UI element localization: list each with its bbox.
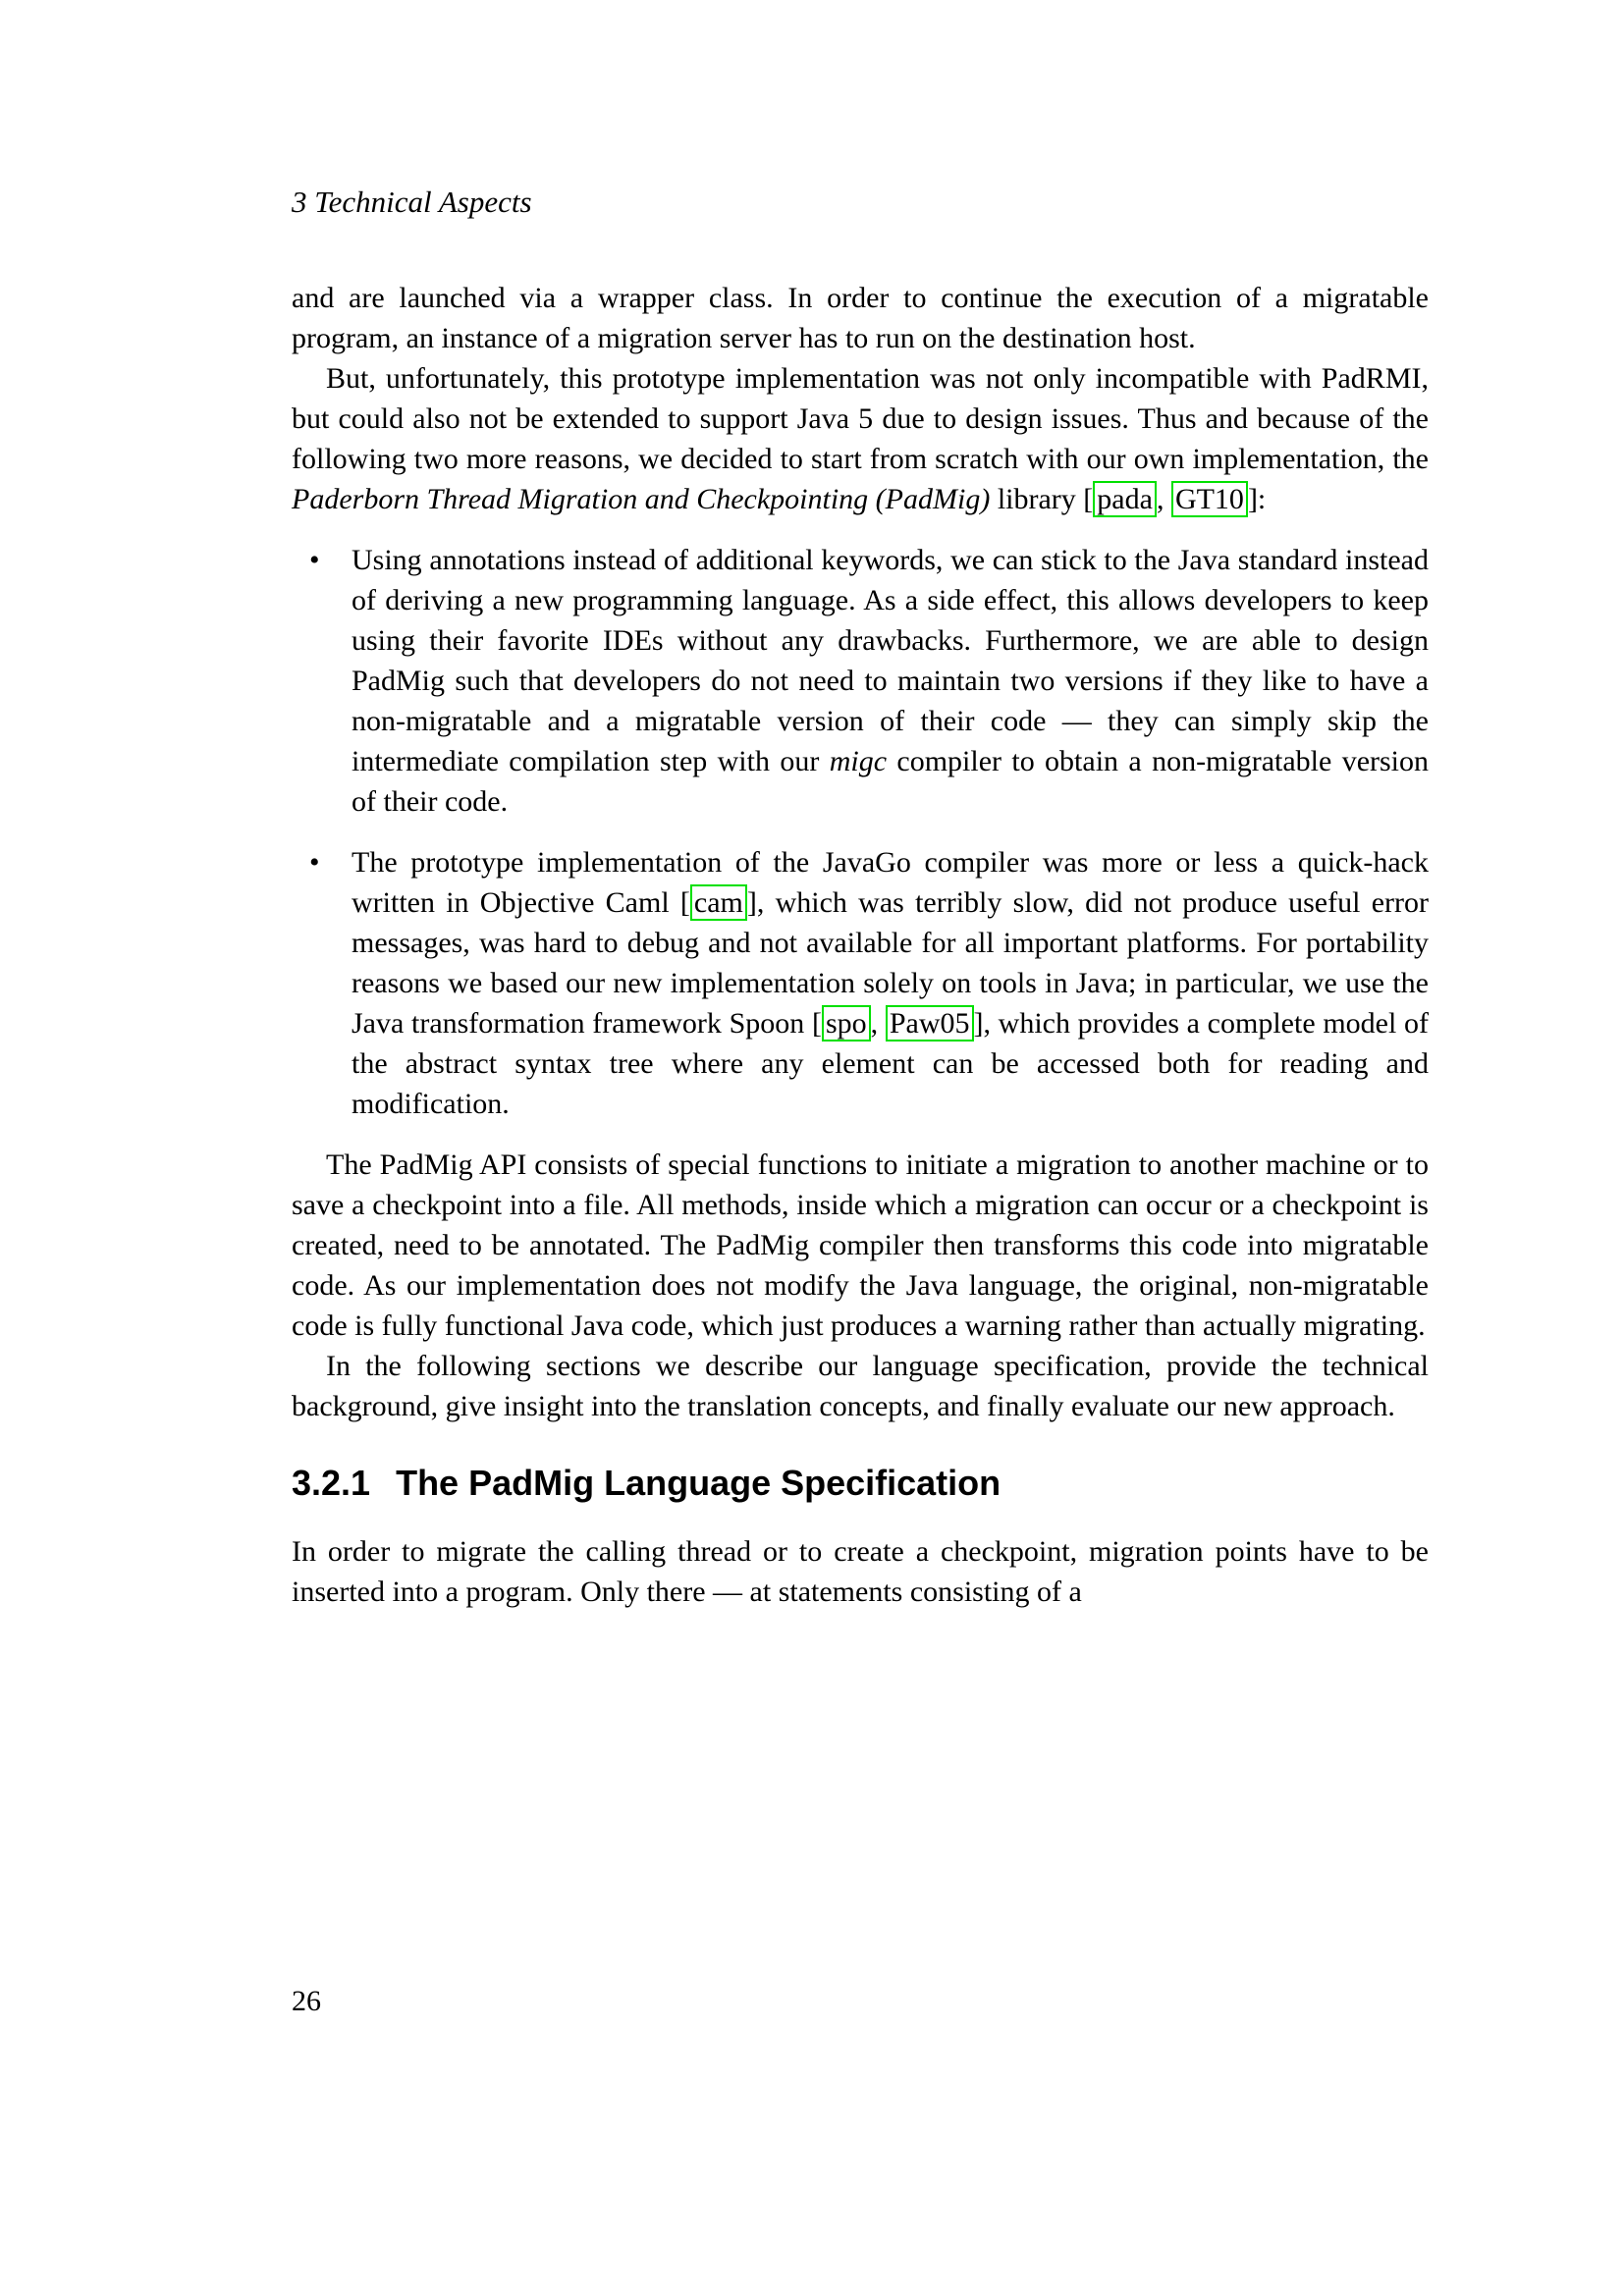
text-segment: The prototype implementation of the JavaGo compiler was more or less a quick-hack written in Objective Caml [ [352, 846, 1429, 919]
body-paragraph [292, 1346, 1429, 1426]
section-heading [292, 1462, 1429, 1505]
text-segment: compiler to obtain a non-migratable version of their code. [352, 745, 1430, 818]
section-number: 3.2.1 [292, 1463, 371, 1503]
bullet-item [292, 540, 1429, 822]
citation-link[interactable]: pada [1093, 481, 1157, 517]
text-segment: library [ [990, 483, 1094, 515]
text-segment: , [870, 1007, 886, 1040]
text-segment: , [1156, 483, 1171, 515]
body-paragraph [292, 278, 1429, 358]
text-segment: In the following sections we describe our language specification, provide the technical background, give insight into the translation concepts, and finally evaluate our new approach. [292, 1350, 1429, 1422]
bullet-icon: • [309, 544, 320, 576]
body-paragraph [292, 1145, 1429, 1346]
text-segment: migc [829, 745, 888, 777]
page-number: 26 [292, 1985, 321, 2017]
text-segment: and are launched via a wrapper class. In order to continue the execution of a migratable program, an instance of a migration server has to run on the destination host. [292, 282, 1429, 354]
text-segment: Using annotations instead of additional keywords, we can stick to the Java standard instead of deriving a new programming language. As a side effect, this allows developers to keep using their favorite IDEs without any drawbacks. Furthermore, we are able to design PadMig such that developers do not need to maintain two versions if they like to have a non-migratable and a migratable version of their code — they can simply skip the intermediate compilation step with our [352, 544, 1429, 777]
text-segment: ], which was terribly slow, did not produce useful error messages, was hard to debug and not available for all important platforms. For portability reasons we based our new implementation solely on tools in Java; in particular, we use the Java transformation framework Spoon [ [352, 886, 1429, 1040]
text-segment: In order to migrate the calling thread or to create a checkpoint, migration points have to be inserted into a program. Only there — at statements consisting of a [292, 1535, 1429, 1608]
section-title: The PadMig Language Specification [396, 1463, 1001, 1503]
body-paragraph [292, 1531, 1429, 1612]
body-paragraph [292, 358, 1429, 519]
bullet-icon: • [309, 846, 320, 879]
page-body [292, 278, 1429, 1612]
bullet-item [292, 842, 1429, 1124]
text-segment: ], which provides a complete model of the abstract syntax tree where any element can be accessed both for reading and modification. [352, 1007, 1429, 1120]
text-segment: The PadMig API consists of special functions to initiate a migration to another machine or to save a checkpoint into a file. All methods, inside which a migration can occur or a checkpoint is created, need to be annotated. The PadMig compiler then transforms this code into migratable code. As our implementation does not modify the Java language, the original, non-migratable code is fully functional Java code, which just produces a warning rather than actually migrating. [292, 1148, 1429, 1342]
text-segment: ]: [1247, 483, 1267, 515]
text-segment: Paderborn Thread Migration and Checkpointing (PadMig) [292, 483, 991, 515]
citation-link[interactable]: GT10 [1171, 481, 1248, 517]
citation-link[interactable]: spo [822, 1005, 871, 1041]
running-header: 3 Technical Aspects [292, 185, 532, 219]
citation-link[interactable]: Paw05 [886, 1005, 974, 1041]
citation-link[interactable]: cam [690, 884, 747, 921]
text-segment: But, unfortunately, this prototype implementation was not only incompatible with PadRMI, but could also not be extended to support Java 5 due to design issues. Thus and because of the following two more reasons, we decided to start from scratch with our own implementation, the [292, 362, 1429, 475]
